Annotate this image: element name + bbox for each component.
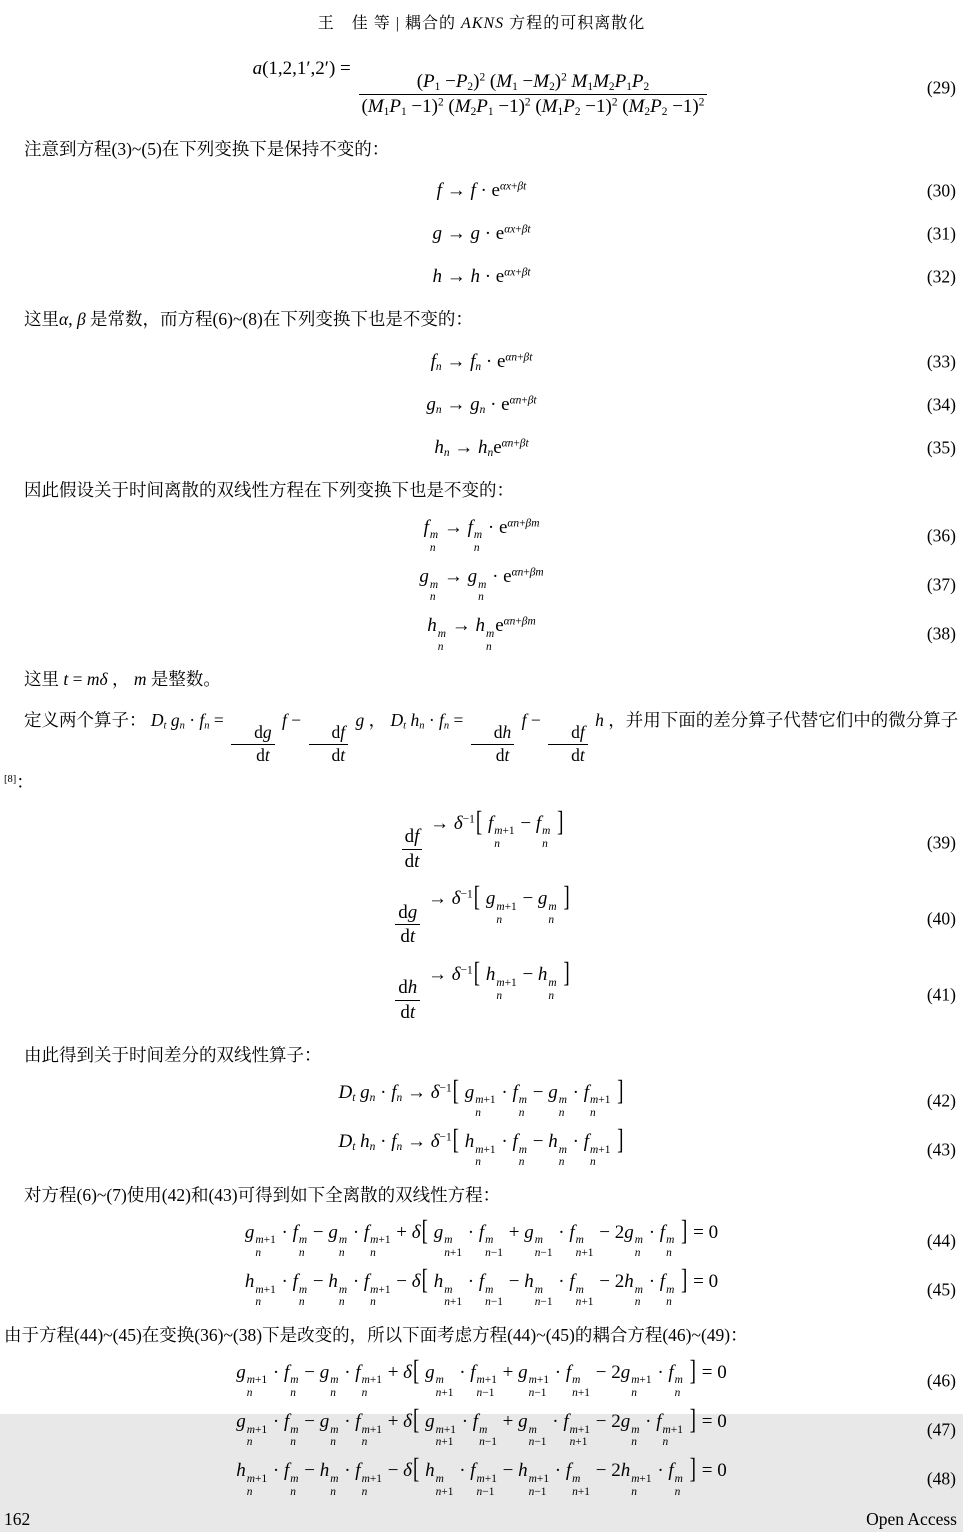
equation-number: (40) <box>926 908 956 929</box>
equation-row <box>4 566 959 604</box>
equation-number: (44) <box>926 1230 956 1251</box>
equation-number: (43) <box>926 1139 956 1160</box>
equation: $g \to g \cdot e^{\alpha x+\beta t}$ <box>432 223 531 245</box>
equation-row <box>4 1215 959 1260</box>
equation-row <box>4 1124 959 1169</box>
equation-number: (29) <box>926 77 956 98</box>
running-header <box>4 10 959 33</box>
equation: h m n → h m n $e^{\alpha n+\beta m}$ <box>427 615 536 653</box>
equation: $\frac{dg}{dt}$ → $\delta^{-1}$[ g m+1 n − g m n ] <box>392 888 570 949</box>
equation: gn → gn · $e^{\alpha n+\beta t}$ <box>426 394 537 416</box>
equation-row <box>4 517 959 555</box>
paragraph: 定义两个算子： Dt gn · fn = $\frac{dg}{dt}$ f − $\frac{df}{dt}$ g ， Dt hn · fn = $\frac{dh}{dt}$ f − $\frac{df}{dt}$ h ，并用下面的差分算子代替它们中的微分算子[8]： <box>4 709 959 792</box>
paragraph: 由于方程(44)~(45)在变换(36)~(38)下是改变的，所以下面考虑方程(44)~(45)的耦合方程(46)~(49)： <box>4 1325 748 1346</box>
equation: g m n → g m n · $e^{\alpha n+\beta m}$ <box>419 565 544 604</box>
equation: Dt hn · fn → $\delta^{-1}$[ h m+1 n · f m n − h m n · f m+1 n ] <box>338 1124 624 1169</box>
equation: g m+1 n · f m n − g m n · f m+1 n + δ[ g m n+1 · f m n−1 + g m n−1 · f m n+1 − 2g m n · f m n ] = 0 <box>244 1215 719 1260</box>
equation: $h \to h \cdot e^{\alpha x+\beta t}$ <box>432 266 531 288</box>
equation-number: (46) <box>926 1370 956 1391</box>
equation: $f \to f \cdot e^{\alpha x+\beta t}$ <box>436 180 527 202</box>
equation-number: (48) <box>926 1468 956 1489</box>
equation-row <box>4 1264 959 1309</box>
equation-number: (41) <box>926 984 956 1005</box>
equation-row <box>4 389 959 421</box>
equation: a(1,2,1′,2′) = $\frac{(P1 -P2)^2 (M1 -M2)^2 M1M2P1P2}{(M1P1 -1)^2 (M2P1 -1)^2 (M1P2 -1)^2 (M2P2 -1)^2}$ <box>253 58 711 119</box>
paragraph: 这里α, β 是常数，而方程(6)~(8)在下列变换下也是不变的： <box>24 309 473 330</box>
equation-number: (47) <box>926 1419 956 1440</box>
equation-number: (37) <box>926 574 956 595</box>
equation-number: (39) <box>926 832 956 853</box>
page-body <box>4 43 959 1509</box>
equation: $\frac{df}{dt}$ → $\delta^{-1}$[ f m+1 n − f m n ] <box>399 813 565 874</box>
equation-number: (31) <box>926 223 956 244</box>
equation-row <box>4 346 959 378</box>
paragraph: 对方程(6)~(7)使用(42)和(43)可得到如下全离散的双线性方程： <box>24 1185 501 1206</box>
equation-number: (38) <box>926 623 956 644</box>
equation: h m+1 n · f m n − h m n · f m+1 n − δ[ h m n+1 · f m n−1 − h m n−1 · f m n+1 − 2h m n · f m n ] = 0 <box>244 1264 719 1309</box>
equation-row <box>4 1453 959 1498</box>
equation: f m n → f m n · $e^{\alpha n+\beta m}$ <box>423 516 540 555</box>
paragraph: 注意到方程(3)~(5)在下列变换下是保持不变的： <box>24 138 390 159</box>
equation: fn → fn · $e^{\alpha n+\beta t}$ <box>430 351 533 373</box>
equation-row <box>4 1355 959 1400</box>
equation-row <box>4 806 959 874</box>
equation-number: (35) <box>926 437 956 458</box>
equation-number: (36) <box>926 525 956 546</box>
paragraph: 因此假设关于时间离散的双线性方程在下列变换下也是不变的： <box>24 480 514 501</box>
paragraph: 由此得到关于时间差分的双线性算子： <box>24 1044 322 1065</box>
equation: hn → hne$^{\alpha n+\beta t}$ <box>434 437 529 459</box>
header-title: 王 佳 等 | 耦合的 AKNS 方程的可积离散化 <box>317 15 646 32</box>
equation-number: (30) <box>926 180 956 201</box>
equation-row <box>4 58 959 119</box>
open-access-label: Open Access <box>866 1509 957 1530</box>
equation-row <box>4 1075 959 1120</box>
equation: $\frac{dh}{dt}$ → $\delta^{-1}$[ h m+1 n − h m n ] <box>392 964 570 1025</box>
equation: g m+1 n · f m n − g m n · f m+1 n + δ[ g m n+1 · f m+1 n−1 + g m+1 n−1 · f m n+1 − 2g m+1 n · f m n ] = 0 <box>236 1355 727 1400</box>
equation-row <box>4 881 959 949</box>
equation-row <box>4 432 959 464</box>
equation: g m+1 n · f m n − g m n · f m+1 n + δ[ g m+1 n+1 · f m n−1 + g m n−1 · f m+1 n+1 − 2g m n · f m+1 n ] = 0 <box>236 1404 727 1449</box>
equation-row <box>4 957 959 1025</box>
equation: h m+1 n · f m n − h m n · f m+1 n − δ[ h m n+1 · f m+1 n−1 − h m+1 n−1 · f m n+1 − 2h m+1 n · f m n ] = 0 <box>236 1453 727 1498</box>
equation-row <box>4 175 959 207</box>
equation-number: (42) <box>926 1090 956 1111</box>
equation-number: (32) <box>926 266 956 287</box>
equation-row <box>4 1404 959 1449</box>
equation-number: (34) <box>926 394 956 415</box>
paragraph: 这里 t = mδ ， m 是整数。 <box>24 669 221 690</box>
equation: Dt gn · fn → $\delta^{-1}$[ g m+1 n · f m n − g m n · f m+1 n ] <box>338 1075 624 1120</box>
page-number: 162 <box>4 1509 31 1530</box>
equation-number: (33) <box>926 351 956 372</box>
equation-row <box>4 261 959 293</box>
page-footer <box>4 1509 959 1532</box>
equation-row <box>4 615 959 653</box>
equation-row <box>4 218 959 250</box>
equation-number: (45) <box>926 1279 956 1300</box>
